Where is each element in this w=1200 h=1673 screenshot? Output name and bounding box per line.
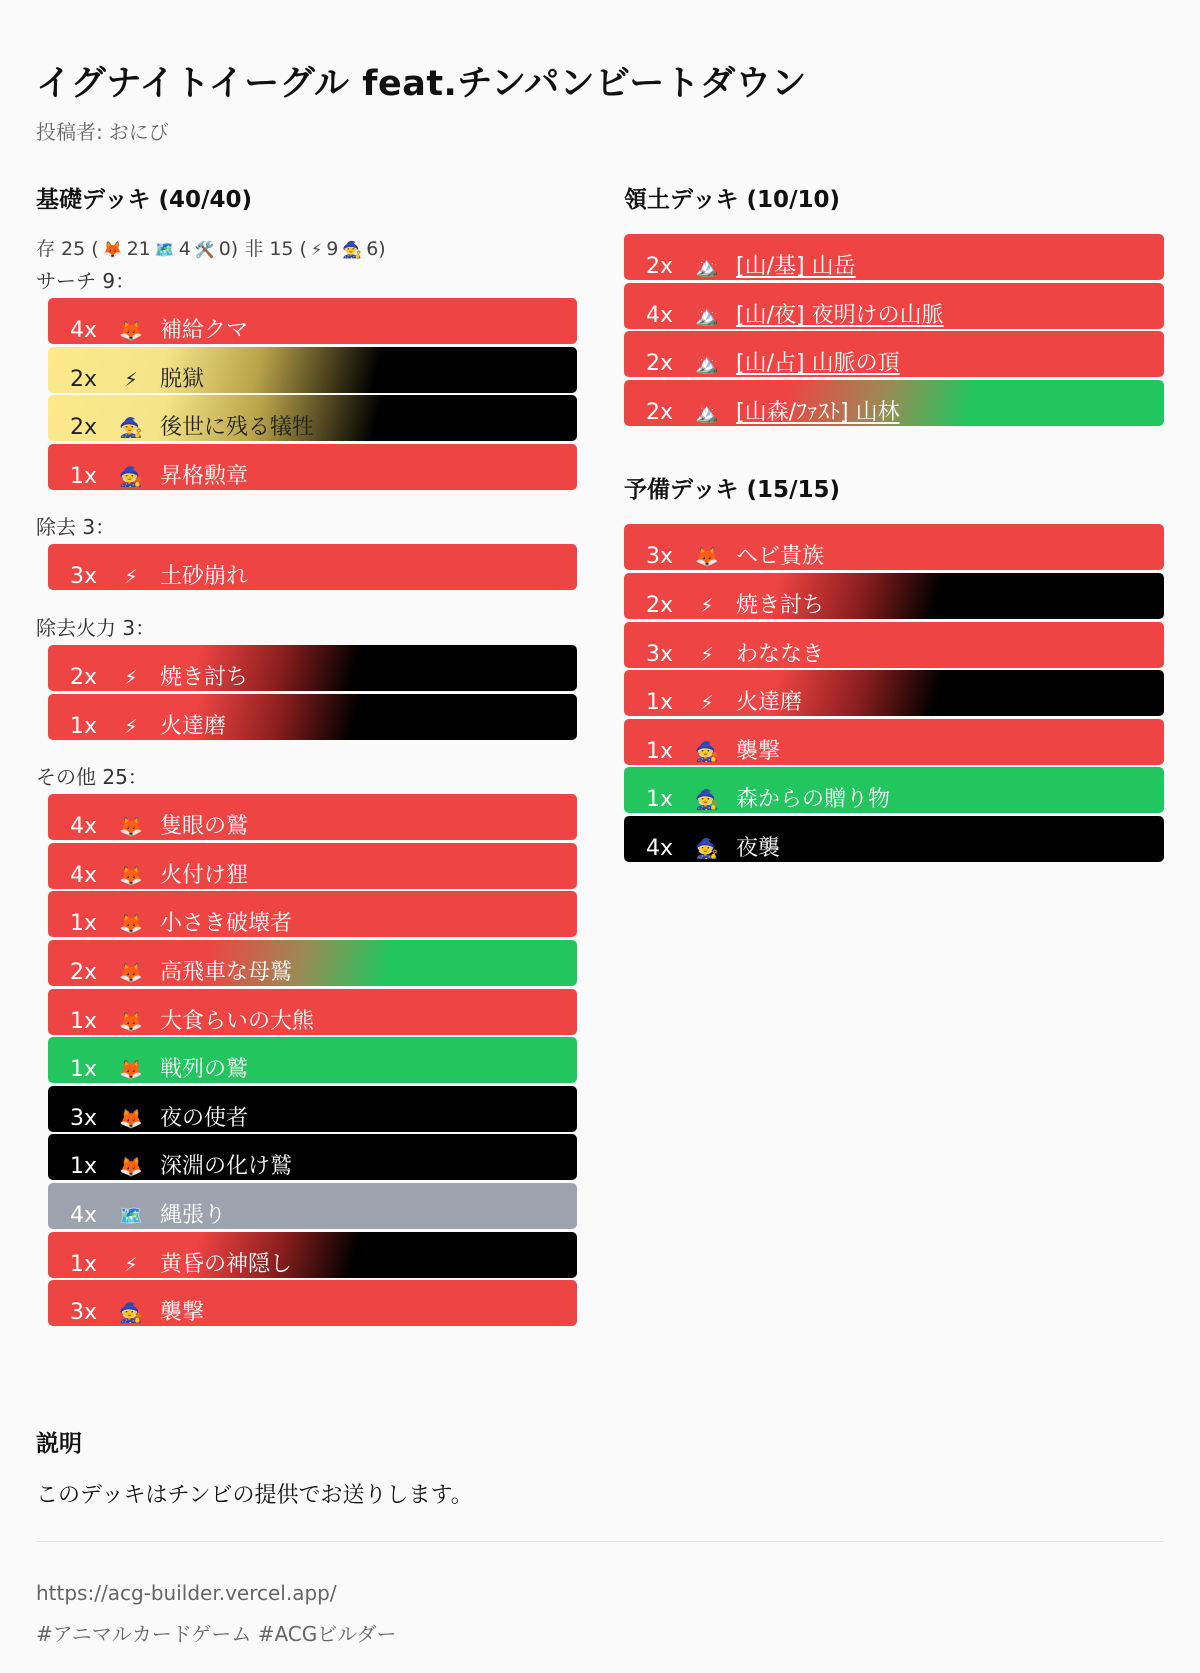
card-name: 焼き討ち [736, 592, 825, 618]
stats-map-count: 4 [178, 238, 191, 260]
wizard-icon: 🧙 [695, 740, 719, 763]
card-row[interactable] [48, 444, 577, 490]
card-name[interactable]: [山/占] 山脈の頂 [736, 351, 900, 377]
card-name: わななき [736, 641, 825, 667]
fox-icon: 🦊 [119, 320, 143, 342]
card-count: 1x [70, 911, 98, 937]
card-count: 3x [70, 1300, 98, 1326]
card-count: 1x [70, 1154, 98, 1180]
card-row[interactable] [48, 544, 577, 590]
card-row[interactable] [624, 234, 1164, 280]
card-count: 2x [70, 366, 98, 392]
card-row[interactable] [624, 331, 1164, 377]
lightning-icon: ⚡ [700, 594, 714, 617]
wizard-icon: 🧙 [119, 417, 143, 440]
reserve-deck-heading: 予備デッキ (15/15) [624, 477, 840, 504]
fox-icon: 🦊 [119, 816, 143, 839]
category-other-label: その他 25： [36, 765, 148, 790]
lightning-icon: ⚡ [124, 1253, 138, 1276]
card-count: 4x [70, 1202, 98, 1228]
divider [36, 1541, 1164, 1542]
card-name: 脱獄 [160, 366, 205, 392]
map-icon: 🗺️ [119, 1204, 143, 1227]
card-row[interactable] [624, 816, 1164, 862]
fox-icon: 🦊 [119, 1010, 143, 1033]
fox-icon: 🦊 [119, 913, 143, 936]
lightning-icon: ⚡ [700, 643, 714, 666]
card-count: 4x [646, 835, 674, 861]
stats-lightning-count: 9 [326, 238, 339, 260]
card-count: 1x [70, 1008, 98, 1034]
card-count: 3x [646, 641, 674, 667]
stats-fox-count: 21 [126, 238, 151, 260]
footer-url-link[interactable]: https://acg-builder.vercel.app/ [36, 1581, 337, 1605]
card-name: 高飛車な母鷲 [160, 959, 293, 985]
fox-icon: 🦊 [119, 864, 143, 887]
card-count: 1x [646, 787, 674, 813]
lightning-icon: ⚡ [310, 240, 323, 259]
card-name: 黄昏の神隠し [160, 1251, 293, 1277]
card-name: 深淵の化け鷲 [160, 1154, 293, 1180]
card-name: 縄張り [160, 1202, 227, 1228]
card-count: 1x [70, 1057, 98, 1083]
card-name: 夜の使者 [160, 1105, 249, 1131]
lightning-icon: ⚡ [124, 666, 138, 689]
card-row[interactable] [624, 524, 1164, 570]
card-count: 2x [646, 399, 674, 425]
tools-icon: 🛠️ [194, 240, 215, 259]
card-count: 4x [70, 862, 98, 888]
card-name: 夜襲 [736, 835, 781, 861]
card-row[interactable] [48, 694, 577, 740]
card-row[interactable] [48, 1232, 577, 1278]
card-row[interactable] [624, 670, 1164, 716]
wizard-icon: 🧙 [695, 789, 719, 812]
card-name: 火達磨 [160, 713, 227, 739]
category-removal-label: 除去 3： [36, 515, 116, 540]
card-name: ヘビ貴族 [736, 544, 825, 570]
card-name: 後世に残る犠牲 [160, 415, 315, 441]
footer-hashtags: #アニマルカードゲーム #ACGビルダー [36, 1622, 397, 1646]
side-decks-section [624, 180, 1164, 865]
card-count: 2x [70, 959, 98, 985]
wizard-icon: 🧙 [119, 465, 143, 488]
description-text: このデッキはチンビの提供でお送りします。 [36, 1483, 473, 1508]
basic-deck-heading: 基礎デッキ (40/40) [36, 187, 252, 213]
card-count: 2x [70, 415, 98, 441]
description-heading: 説明 [36, 1431, 82, 1457]
category-burn-list [48, 645, 577, 740]
card-row[interactable] [624, 767, 1164, 813]
fox-icon: 🦊 [119, 961, 143, 984]
card-count: 1x [646, 690, 674, 716]
card-row[interactable] [48, 1086, 577, 1132]
card-name: 火付け狸 [160, 862, 249, 888]
stats-tools-count: 0) [218, 238, 239, 260]
card-name: 昇格勲章 [160, 463, 249, 489]
reserve-deck-list [624, 524, 1164, 862]
wizard-icon: 🧙 [119, 1302, 143, 1325]
category-removal-list [48, 544, 577, 590]
card-count: 2x [646, 254, 674, 279]
card-count: 3x [646, 544, 674, 570]
card-name: 大食らいの大熊 [160, 1008, 315, 1034]
card-row[interactable] [48, 645, 577, 691]
category-other-list [48, 794, 577, 1326]
lightning-icon: ⚡ [124, 566, 138, 589]
wizard-icon: 🧙 [695, 837, 719, 860]
lightning-icon: ⚡ [124, 715, 138, 738]
card-row[interactable] [48, 1037, 577, 1083]
card-count: 4x [646, 302, 674, 328]
card-name[interactable]: [山/夜] 夜明けの山脈 [736, 302, 944, 328]
card-row[interactable] [48, 940, 577, 986]
card-row[interactable] [48, 1280, 577, 1326]
card-count: 1x [70, 463, 98, 489]
card-row[interactable] [624, 719, 1164, 765]
basic-deck-section [36, 180, 577, 1329]
map-icon: 🗺️ [154, 240, 175, 259]
card-row[interactable] [48, 891, 577, 937]
card-count: 3x [70, 1105, 98, 1131]
card-name: 小さき破壊者 [160, 911, 293, 937]
card-name: 襲撃 [736, 738, 781, 764]
card-count: 4x [70, 318, 98, 343]
card-name: 隻眼の鷲 [160, 814, 249, 840]
card-count: 3x [70, 564, 98, 590]
territory-deck-heading: 領土デッキ (10/10) [624, 187, 840, 213]
author-name: おにび [108, 120, 169, 144]
fox-icon: 🦊 [119, 1107, 143, 1130]
stats-wizard-count: 6) [366, 238, 386, 260]
card-row[interactable] [48, 794, 577, 840]
category-search-label: サーチ 9： [36, 269, 136, 293]
wizard-icon: 🧙 [342, 240, 363, 259]
card-row[interactable] [48, 1183, 577, 1229]
mountain-icon: 🏔️ [695, 256, 719, 278]
deck-stats [36, 232, 577, 266]
card-count: 2x [646, 351, 674, 377]
mountain-icon: 🏔️ [695, 401, 719, 424]
stats-prefix-b: 非 15 ( [244, 238, 307, 260]
author-label: 投稿者: [36, 120, 103, 144]
page-title: イグナイトイーグル feat.チンパンビートダウン [36, 64, 807, 104]
fox-icon: 🦊 [695, 546, 719, 569]
fox-icon: 🦊 [119, 1059, 143, 1082]
stats-prefix-a: 存 25 ( [36, 238, 99, 260]
card-name: 襲撃 [160, 1300, 205, 1326]
card-row[interactable] [48, 298, 577, 344]
card-count: 2x [70, 664, 98, 690]
card-name: 補給クマ [160, 318, 249, 343]
card-name: 森からの贈り物 [736, 787, 891, 813]
card-name: 土砂崩れ [160, 564, 249, 590]
card-count: 1x [646, 738, 674, 764]
mountain-icon: 🏔️ [695, 304, 719, 327]
card-row[interactable] [48, 347, 577, 393]
category-burn-label: 除去火力 3： [36, 615, 156, 640]
card-row[interactable] [624, 622, 1164, 668]
card-name[interactable]: [山/基] 山岳 [736, 254, 856, 279]
mountain-icon: 🏔️ [695, 353, 719, 376]
lightning-icon: ⚡ [124, 368, 138, 391]
fox-icon: 🦊 [102, 240, 123, 259]
category-search-list [48, 298, 577, 490]
card-row[interactable] [48, 395, 577, 441]
card-count: 1x [70, 713, 98, 739]
card-count: 2x [646, 592, 674, 618]
card-row[interactable] [48, 843, 577, 889]
card-name: 火達磨 [736, 690, 803, 716]
card-name: 焼き討ち [160, 664, 249, 690]
card-count: 1x [70, 1251, 98, 1277]
card-row[interactable] [624, 380, 1164, 426]
card-row[interactable] [48, 1134, 577, 1180]
territory-deck-list [624, 234, 1164, 426]
card-row[interactable] [624, 283, 1164, 329]
card-count: 4x [70, 814, 98, 840]
author-line [36, 116, 169, 145]
card-name[interactable]: [山森/ﾌｧｽﾄ] 山林 [736, 399, 900, 425]
card-name: 戦列の鷲 [160, 1057, 249, 1083]
lightning-icon: ⚡ [700, 692, 714, 715]
card-row[interactable] [48, 989, 577, 1035]
fox-icon: 🦊 [119, 1156, 143, 1179]
card-row[interactable] [624, 573, 1164, 619]
